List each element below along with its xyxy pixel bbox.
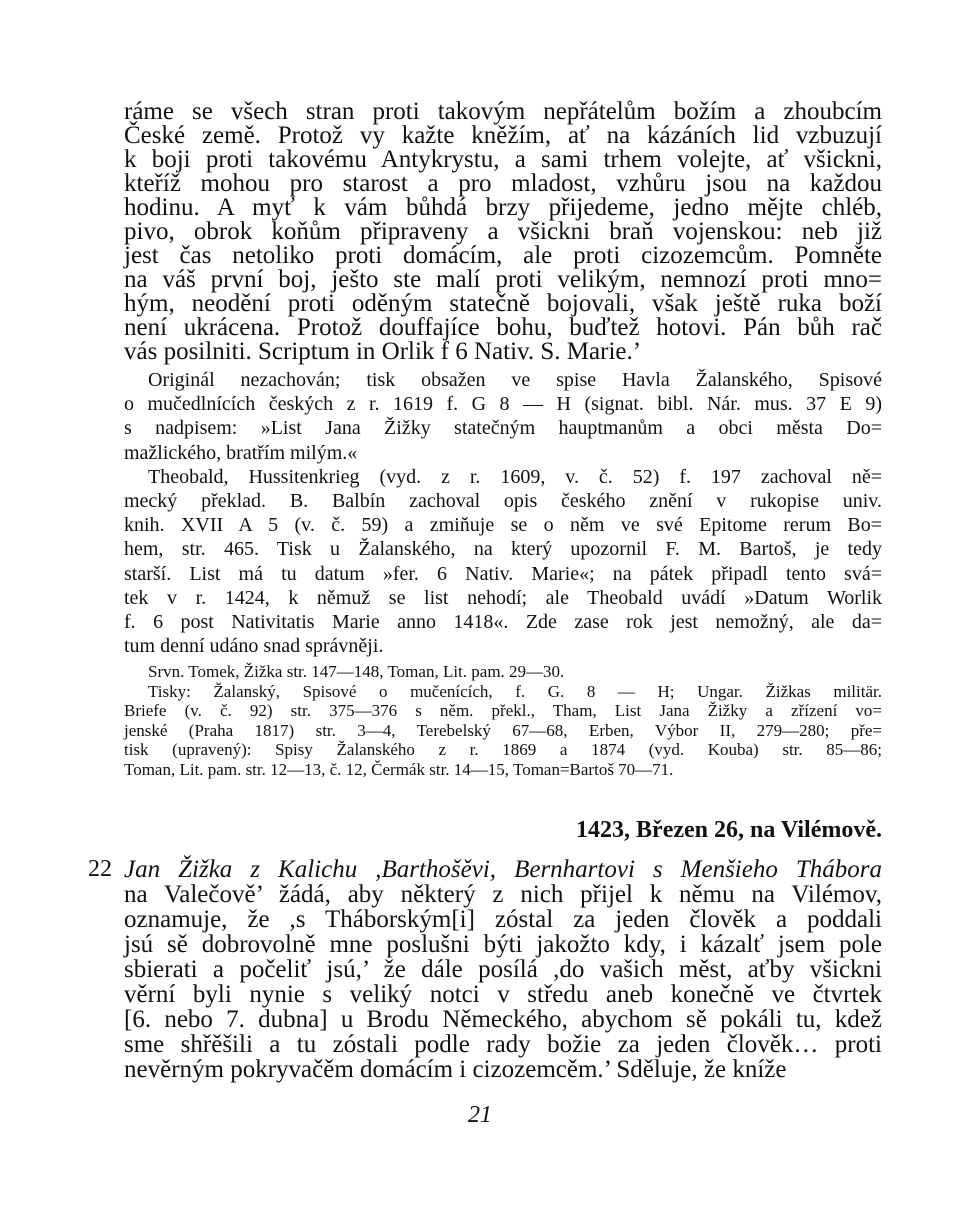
text-line: pivo, obrok koňům připraveny a všickni braň vojenskou: neb již [124,218,882,245]
note-line: Theobald, Hussitenkrieg (vyd. z r. 1609, v. č. 52) f. 197 zachoval ně= [148,465,882,488]
note-line: f. 6 post Nativitatis Marie anno 1418«. Zde zase rok jest nemožný, ale da= [124,611,882,634]
note-line: s nadpisem: »List Jana Žižky statečným hauptmanům a obci města Do= [124,417,882,440]
reference-line: jenské (Praha 1817) str. 3—4, Terebelský 67—68, Erben, Výbor II, 279—280; pře= [124,720,882,740]
reference-note [124,662,882,682]
document-line: [6. nebo 7. dubna] u Brodu Německého, abychom sě pokáli tu, kdež [124,1006,882,1034]
page-content [88,98,882,1084]
source-note-paragraph [124,368,882,465]
note-line: starší. List má tu datum »fer. 6 Nativ. Marie«; na pátek připadl tento svá= [124,562,882,585]
document-line: sbierati a počeliť jsú,’ že dále posílá ,do vašich měst, aťby všickni [124,956,882,984]
document-number: 22 [88,856,112,883]
reference-line: Srvn. Tomek, Žižka str. 147—148, Toman, Lit. pam. 29—30. [148,662,565,682]
note-line: tek v r. 1424, k němuž se list nehodí; ale Theobald uvádí »Datum Worlik [124,586,882,609]
reference-line: Tisky: Žalanský, Spisové o mučenících, f. G. 8 — H; Ungar. Žižkas militär. [148,681,882,701]
text-line: jest čas netoliko proti domácím, ale proti cizozemcům. Pomněte [124,242,882,269]
text-line: na váš první boj, ješto ste malí proti velikým, nemnozí proti mno= [124,266,882,293]
text-line: hým, neodění proti oděným statečně bojovali, však ještě ruka boží [124,290,882,317]
date-heading: 1423, Březen 26, na Vilémově. [576,817,882,844]
note-line: hem, str. 465. Tisk u Žalanského, na který upozornil F. M. Bartoš, je tedy [124,538,882,561]
note-line: Originál nezachován; tisk obsažen ve spise Havla Žalanského, Spisové [148,369,882,391]
text-line: vás posilniti. Scriptum in Orlik f 6 Nativ. S. Marie.’ [124,338,642,365]
document-line: oznamuje, že ,s Tháborským[i] zóstal za jeden člověk a poddali [124,906,882,934]
text-line: není ukrácena. Protož douffajíce bohu, buďtež hotovi. Pán bůh rač [124,314,882,341]
note-line: mecký překlad. B. Balbín zachoval opis českého znění v rukopise univ. [124,490,882,513]
document-line: věrní byli nynie s veliký notci v středu aneb konečně ve čtvrtek [124,981,882,1009]
document-entry [88,856,882,1084]
document-line: Jan Žižka z Kalichu ,Barthošěvi, Bernhartovi s Menšieho Thábora [124,856,882,884]
letter-text-paragraph [124,100,882,364]
document-line: jsú sě dobrovolně mne poslušni býti jakožto kdy, i kázalť jsem pole [124,931,882,959]
reference-line: Toman, Lit. pam. str. 12—13, č. 12, Čermák str. 14—15, Toman=Bartoš 70—71. [124,759,674,779]
document-line: nevěrným pokryvačěm domácím i cizozemcěm.’ Sděluje, že kníže [124,1056,787,1084]
document-line: sme shřěšili a tu zóstali podle rady božie za jeden člověk… proti [124,1031,882,1059]
text-line: kteříž mohou pro starost a pro mladost, vzhůru jsou na každou [124,170,882,197]
text-line: hodinu. A myť k vám bůhdá brzy přijedeme, jedno mějte chléb, [124,194,882,221]
translation-note-paragraph [124,465,882,659]
document-summary [124,857,882,1082]
note-line: mažlického, bratřím milým.« [124,441,358,464]
note-line: o mučedlnících českých z r. 1619 f. G 8 — H (signat. bibl. Nár. mus. 37 E 9) [124,393,882,416]
note-line: tum denní udáno snad správněji. [124,635,384,658]
document-line: na Valečově’ žádá, aby některý z nich přijel k němu na Vilémov, [124,881,882,909]
text-line: ráme se všech stran proti takovým nepřátelům božím a zhoubcím [124,98,882,125]
text-line: k boji proti takovému Antykrystu, a sami trhem volejte, ať všickni, [124,146,882,173]
reference-line: tisk (upravený): Spisy Žalanského z r. 1869 a 1874 (vyd. Kouba) str. 85—86; [124,740,882,760]
page-number: 21 [468,1102,492,1128]
reference-line: Briefe (v. č. 92) str. 375—376 s něm. překl., Tham, List Jana Žižky a zřízení vo= [124,701,882,721]
prints-note [124,682,882,780]
text-line: České země. Protož vy kažte kněžím, ať na kázáních lid vzbuzují [124,122,882,149]
note-line: knih. XVII A 5 (v. č. 59) a zmiňuje se o něm ve své Epitome rerum Bo= [124,514,882,537]
